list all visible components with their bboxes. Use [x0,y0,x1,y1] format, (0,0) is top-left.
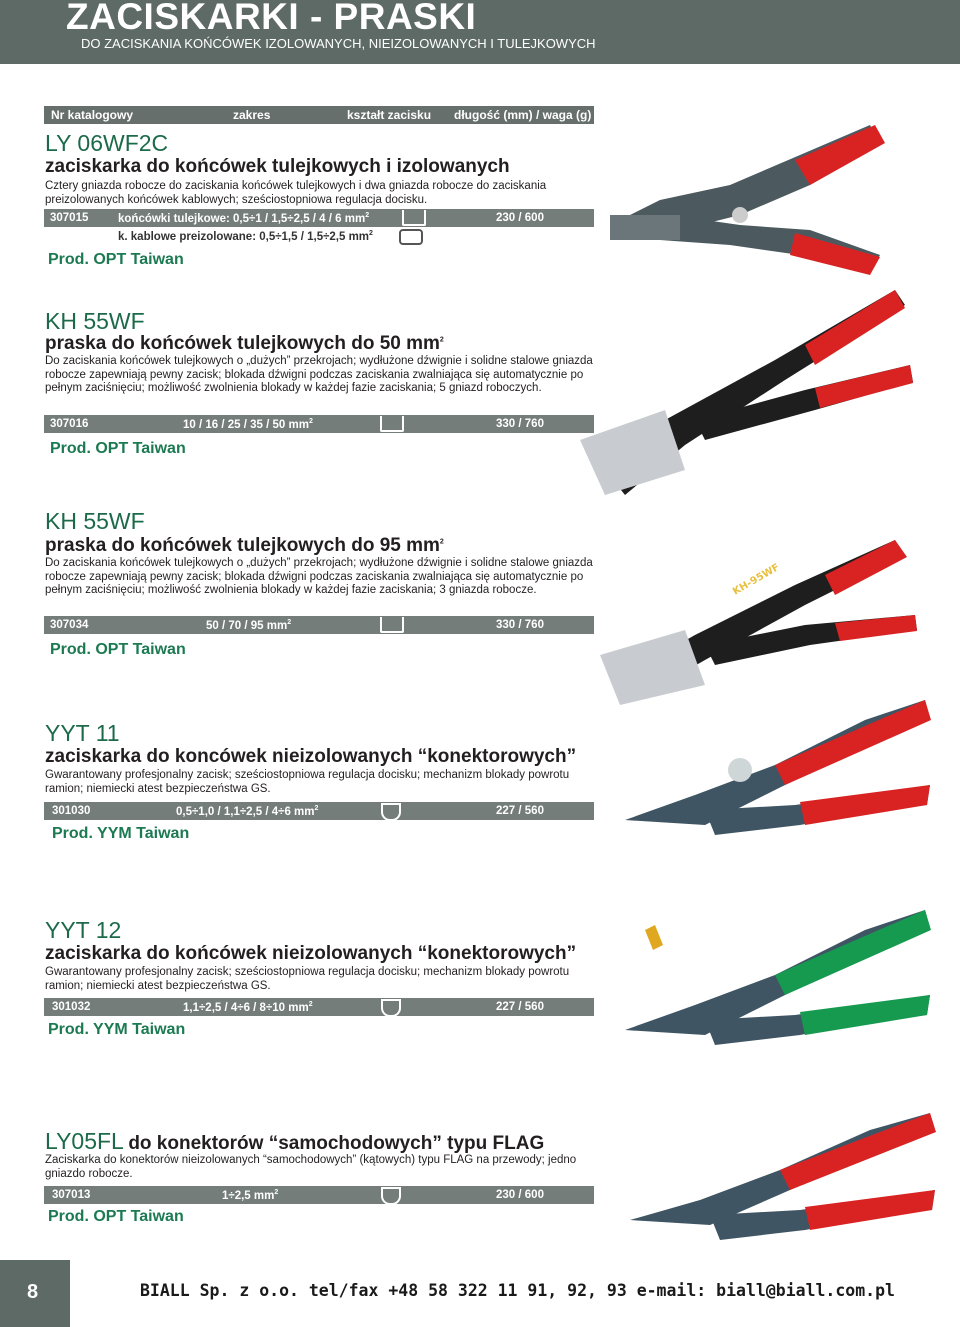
length-weight: 227 / 560 [496,805,544,817]
manufacturer: Prod. OPT Taiwan [50,641,186,658]
manufacturer: Prod. OPT Taiwan [48,1208,184,1225]
product-name: praska do końcówek tulejkowych do 95 $mm^2$ [45,535,444,556]
crimper-heavy-image [595,525,925,705]
product-code: YYT 12 [45,917,122,943]
page-header [0,0,960,64]
product-description: Cztery gniazda robocze do zaciskania końcówek tulejkowych i dwa gniazda robocze do zaciskania preizolowanych końcówek kablowych; sześciostopniowa regulacja docisku. [45,180,547,206]
product-description: Gwarantowany profesjonalny zacisk; sześciostopniowa regulacja docisku; mechanizm blokady powrotu ramion; niemiecki atest bezpieczeństwa GS. [45,966,570,992]
catalog-number: 307034 [50,619,89,631]
footer-contact: BIALL Sp. z o.o. tel/fax +48 58 322 11 91, 92, 93 e-mail: biall@biall.com.pl [140,1281,895,1300]
spec-row [44,998,594,1016]
manufacturer: Prod. YYM Taiwan [52,825,190,842]
product-description: Gwarantowany profesjonalny zacisk; sześciostopniowa regulacja docisku; mechanizm blokady powrotu ramion; niemiecki atest bezpieczeństwa GS. [45,769,570,795]
length-weight: 330 / 760 [496,619,544,631]
range-value: końcówki tulejkowe: 0,5÷1 / 1,5÷2,5 / 4 / 6 $mm^2$ [118,212,370,225]
square-crimp-shape-icon [380,416,404,432]
page-title: ZACISKARKI - PRASKI [66,0,477,37]
oval-crimp-shape-icon [399,229,423,245]
range-value: 1÷2,5 $mm^2$ [222,1189,279,1202]
product-name: zaciskarka do końcówek tulejkowych i izolowanych [45,156,510,177]
spec-row [44,209,594,227]
column-catalog: Nr katalogowy [51,108,134,122]
crimper-red-gs-image [605,690,935,860]
page-number: 8 [27,1281,39,1303]
product-description: Zaciskarka do konektorów nieizolowanych “samochodowych” (kątowych) typu FLAG na przewody; jedno gniazdo robocze. [45,1154,577,1180]
page-subtitle: DO ZACISKANIA KOŃCÓWEK IZOLOWANYCH, NIEIZOLOWANYCH I TULEJKOWYCH [81,36,596,51]
product-description: Do zaciskania końcówek tulejkowych o „dużych” przekrojach; wydłużone dźwignie i solidne stalowe gniazda robocze zapewniają pewny zacisk; blokada dźwigni podczas zaciskania zwalniająca się automatycznie po pełnym zaciśnięciu; możliwość zwolnienia blokady w każdej fazie zaciskania; 3 gniazda robocze. [45,557,593,597]
column-range: zakres [233,108,271,122]
crimper-large-red-image [575,270,915,505]
catalog-number: 307013 [52,1189,91,1201]
manufacturer: Prod. YYM Taiwan [48,1021,186,1038]
product-code: KH 55WF [45,508,145,534]
range-value: 10 / 16 / 25 / 35 / 50 $mm^2$ [183,418,313,431]
crimper-red-image [600,115,890,275]
length-weight: 330 / 760 [496,418,544,430]
length-weight: 230 / 600 [496,212,544,224]
column-shape: kształt zacisku [347,108,432,122]
range-secondary: k. kablowe preizolowane: 0,5÷1,5 / 1,5÷2,5 $mm^2$ [118,230,373,243]
product-code: LY05FL [45,1128,124,1154]
length-weight: 227 / 560 [496,1001,544,1013]
round-crimp-shape-icon [381,803,401,821]
catalog-number: 307016 [50,418,89,430]
tool-label: KH-95WF [731,562,782,598]
spec-row [44,415,594,433]
product-code: LY 06WF2C [45,130,169,156]
range-value: 1,1÷2,5 / 4÷6 / 8÷10 $mm^2$ [183,1001,313,1014]
spec-row [44,1186,594,1204]
catalog-number: 301030 [52,805,91,817]
round-crimp-shape-icon [381,999,401,1017]
range-value: 50 / 70 / 95 $mm^2$ [206,619,292,632]
product-name: do konektorów “samochodowych” typu FLAG [128,1133,545,1154]
manufacturer: Prod. OPT Taiwan [48,251,184,268]
product-code: YYT 11 [45,720,120,746]
square-crimp-shape-icon [402,210,426,226]
product-code: KH 55WF [45,308,145,334]
catalog-number: 301032 [52,1001,91,1013]
product-heading [45,1128,544,1155]
product-name: praska do końcówek tulejkowych do 50 $mm^2$ [45,333,444,354]
spec-row [44,802,594,820]
length-weight: 230 / 600 [496,1189,544,1201]
product-name: zaciskarka do końcówek nieizolowanych “konektorowych” [45,943,577,964]
spec-row [44,616,594,634]
crimper-flag-red-image [610,1105,940,1255]
range-value: 0,5÷1,0 / 1,1÷2,5 / 4÷6 $mm^2$ [176,805,319,818]
product-name: zaciskarka do koncówek nieizolowanych “konektorowych” [45,746,577,767]
column-header-bar [44,106,594,124]
catalog-number: 307015 [50,212,89,224]
page-number-box [0,1260,70,1327]
square-crimp-shape-icon [380,617,404,633]
crimper-green-gs-image [605,900,935,1070]
manufacturer: Prod. OPT Taiwan [50,440,186,457]
product-description: Do zaciskania końcówek tulejkowych o „dużych” przekrojach; wydłużone dźwignie i solidne stalowe gniazda robocze zapewniają pewny zacisk; blokada dźwigni podczas zaciskania zwalniająca się automatycznie po pełnym zaciśnięciu; możliwość zwolnienia blokady w każdej fazie zaciskania; 5 gniazd roboczych. [45,355,593,395]
round-crimp-shape-icon [381,1187,401,1205]
column-length-weight: długość (mm) / waga (g) [454,108,592,122]
